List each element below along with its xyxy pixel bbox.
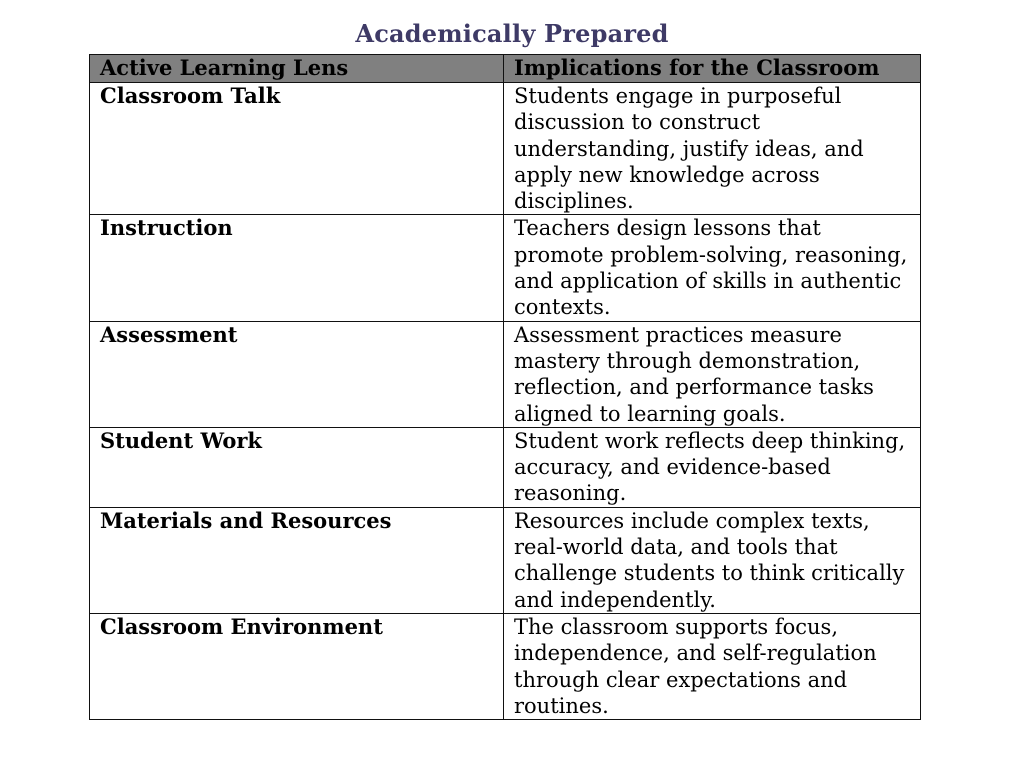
implications-cell: Assessment practices measure mastery through demonstration, reflection, and performance tasks aligned to learning goals. — [504, 321, 921, 427]
lens-cell: Materials and Resources — [90, 507, 504, 613]
table-row — [90, 83, 921, 215]
implications-cell: The classroom supports focus, independence, and self-regulation through clear expectations and routines. — [504, 613, 921, 719]
document-title: Academically Prepared — [355, 19, 669, 48]
implications-cell: Students engage in purposeful discussion to construct understanding, justify ideas, and apply new knowledge across disciplines. — [504, 83, 921, 215]
table-row — [90, 215, 921, 321]
lens-cell: Instruction — [90, 215, 504, 321]
lens-cell: Classroom Environment — [90, 613, 504, 719]
active-learning-table — [89, 54, 921, 720]
table-row — [90, 321, 921, 427]
table-row — [90, 507, 921, 613]
implications-cell: Student work reflects deep thinking, accuracy, and evidence-based reasoning. — [504, 427, 921, 507]
implications-cell: Teachers design lessons that promote problem-solving, reasoning, and application of skills in authentic contexts. — [504, 215, 921, 321]
header-active-learning-lens: Active Learning Lens — [90, 55, 504, 83]
implications-cell: Resources include complex texts, real-world data, and tools that challenge students to think critically and independently. — [504, 507, 921, 613]
table-header-row — [90, 55, 921, 83]
table-row — [90, 427, 921, 507]
lens-cell: Assessment — [90, 321, 504, 427]
header-implications: Implications for the Classroom — [504, 55, 921, 83]
lens-cell: Student Work — [90, 427, 504, 507]
table-row — [90, 613, 921, 719]
lens-cell: Classroom Talk — [90, 83, 504, 215]
